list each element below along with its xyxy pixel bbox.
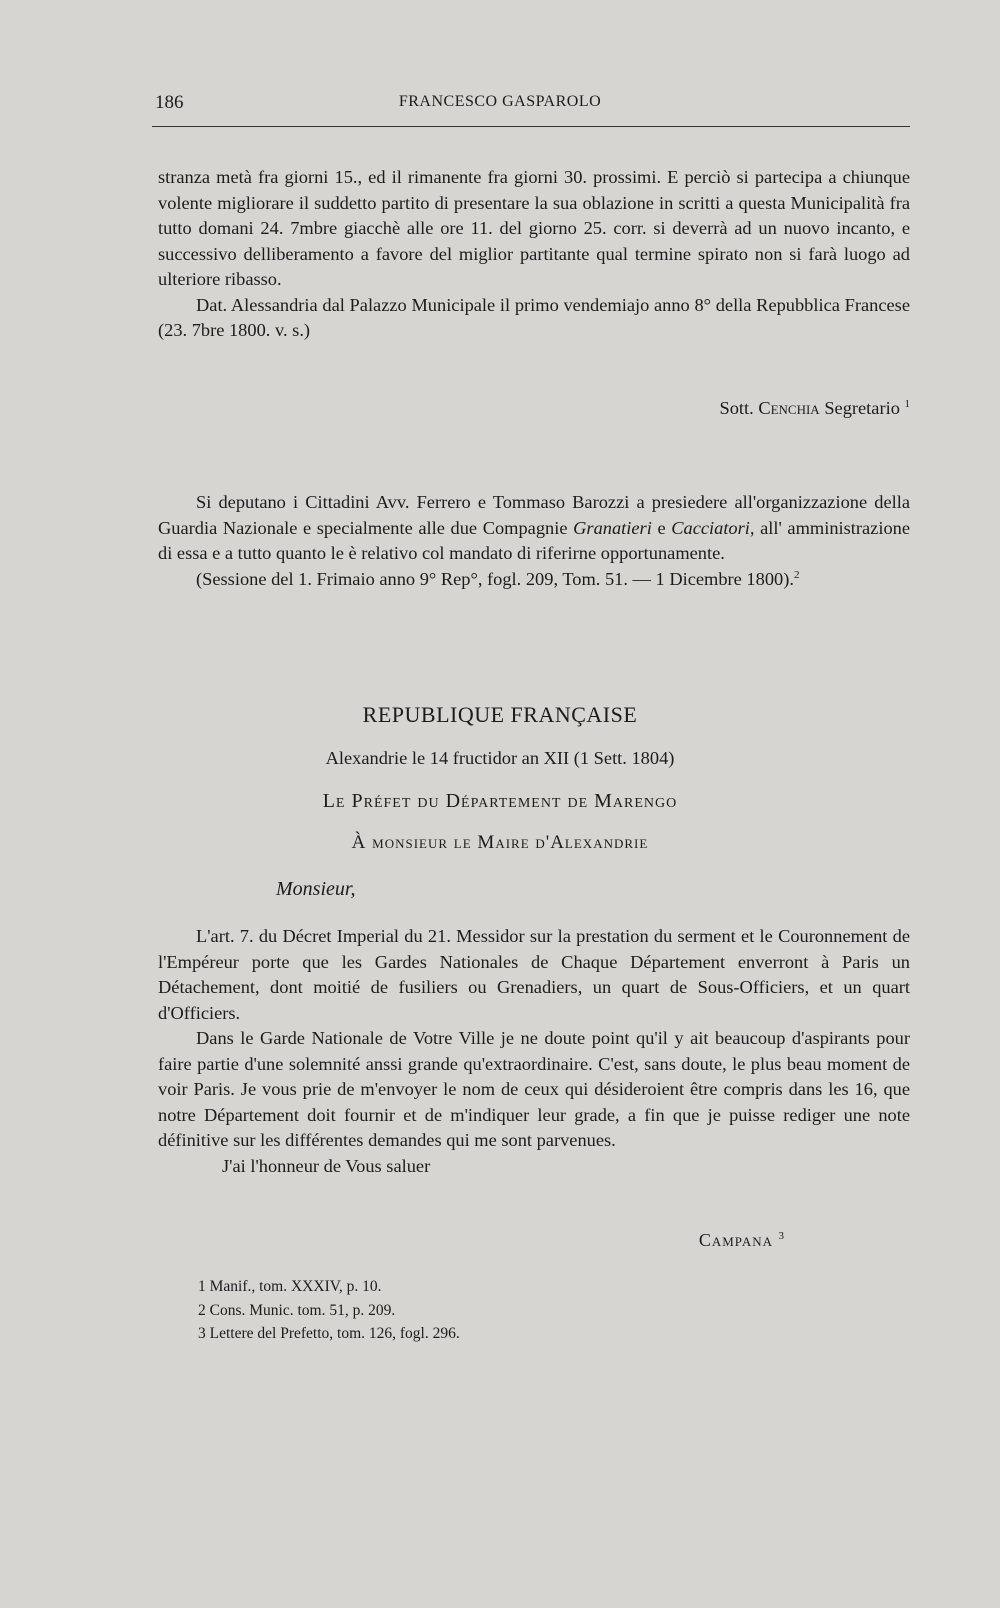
deputation-block bbox=[158, 490, 910, 592]
letter-body bbox=[158, 924, 910, 1179]
notice-dated: Dat. Alessandria dal Palazzo Municipale il primo vendemiajo anno 8° della Repubblica Francese (23. 7bre 1800. v. s.) bbox=[158, 294, 910, 340]
granatieri-term: Granatieri bbox=[573, 517, 652, 538]
letter-paragraph-2: Dans le Garde Nationale de Votre Ville je ne doute point qu'il y ait beaucoup d'aspirants pour faire partie d'une solemnité anssi grande qu'extraordinaire. C'est, sans doute, le plus beau moment de voir Paris. Je vous prie de m'envoyer le nom de ceux qui désideroient être compris dans les 16, que notre Département doit fournir et de m'indiquer leur grade, a fin que je puisse rediger une note définitive sur les différentes demandes qui me sont parvenues. bbox=[158, 1028, 910, 1150]
signature-name: Cenchia bbox=[758, 398, 820, 418]
letter-paragraph-1: L'art. 7. du Décret Imperial du 21. Messidor sur la prestation du serment et le Couronnement de l'Empéreur porte que les Gardes Nationales de Chaque Département enverront à Paris un Détachement, dont moitié de fusiliers ou Grenadiers, un quart de Sous-Officiers, et un quart d'Officiers. bbox=[158, 926, 910, 1023]
footnotes bbox=[198, 1275, 460, 1346]
footnote-ref-2: 2 bbox=[793, 568, 800, 581]
deputation-paragraph: Si deputano i Cittadini Avv. Ferrero e Tommaso Barozzi a presiedere all'organizzazione della Guardia Nazionale e specialmente alle due Compagnie Granatieri e Cacciatori, all' amministrazione di essa e a tutto quanto le è relativo col mandato di riferirne opportunamente. bbox=[158, 492, 910, 563]
letter-heading: REPUBLIQUE FRANÇAISE bbox=[362, 702, 638, 727]
notice-block bbox=[158, 165, 910, 344]
footnote-1: 1 Manif., tom. XXXIV, p. 10. bbox=[198, 1278, 382, 1295]
signature-prefix: Sott. bbox=[719, 398, 754, 418]
letter-closing: J'ai l'honneur de Vous saluer bbox=[222, 1155, 431, 1176]
letter-from: Le Préfet du Département de Marengo bbox=[322, 790, 678, 812]
footnote-ref-3: 3 bbox=[778, 1230, 785, 1242]
page-number: 186 bbox=[155, 92, 184, 113]
letter-place-date: Alexandrie le 14 fructidor an XII (1 Sett. 1804) bbox=[325, 748, 675, 768]
running-title: FRANCESCO GASPAROLO bbox=[398, 93, 602, 110]
footnote-ref-1: 1 bbox=[904, 397, 910, 410]
footnote-2: 2 Cons. Munic. tom. 51, p. 209. bbox=[198, 1301, 396, 1319]
cacciatori-term: Cacciatori, bbox=[671, 517, 755, 538]
signature-role: Segretario bbox=[824, 398, 900, 418]
letter-to: À monsieur le Maire d'Alexandrie bbox=[351, 832, 649, 853]
letter-salutation: Monsieur, bbox=[276, 878, 356, 900]
footnote-3: 3 Lettere del Prefetto, tom. 126, fogl. 296. bbox=[198, 1325, 460, 1342]
notice-signature bbox=[158, 396, 910, 422]
notice-paragraph: stranza metà fra giorni 15., ed il rimanente fra giorni 30. prossimi. E perciò si partecipa a chiunque volente migliorare il suddetto partito di presentare la sua oblazione in scritti a questa Municipalità fra tutto domani 24. 7mbre giacchè alle ore 11. del giorno 25. corr. si deverrà ad un nuovo incanto, e successivo delliberamento a favore del miglior partitante qual termine spirato non si farà luogo ad ulteriore ribasso. bbox=[158, 167, 910, 289]
header-rule bbox=[152, 126, 910, 127]
session-reference: (Sessione del 1. Frimaio anno 9° Rep°, fogl. 209, Tom. 51. — 1 Dicembre 1800).$^2$ bbox=[196, 568, 800, 589]
letter-signature: Campana $^3$ bbox=[698, 1230, 785, 1250]
